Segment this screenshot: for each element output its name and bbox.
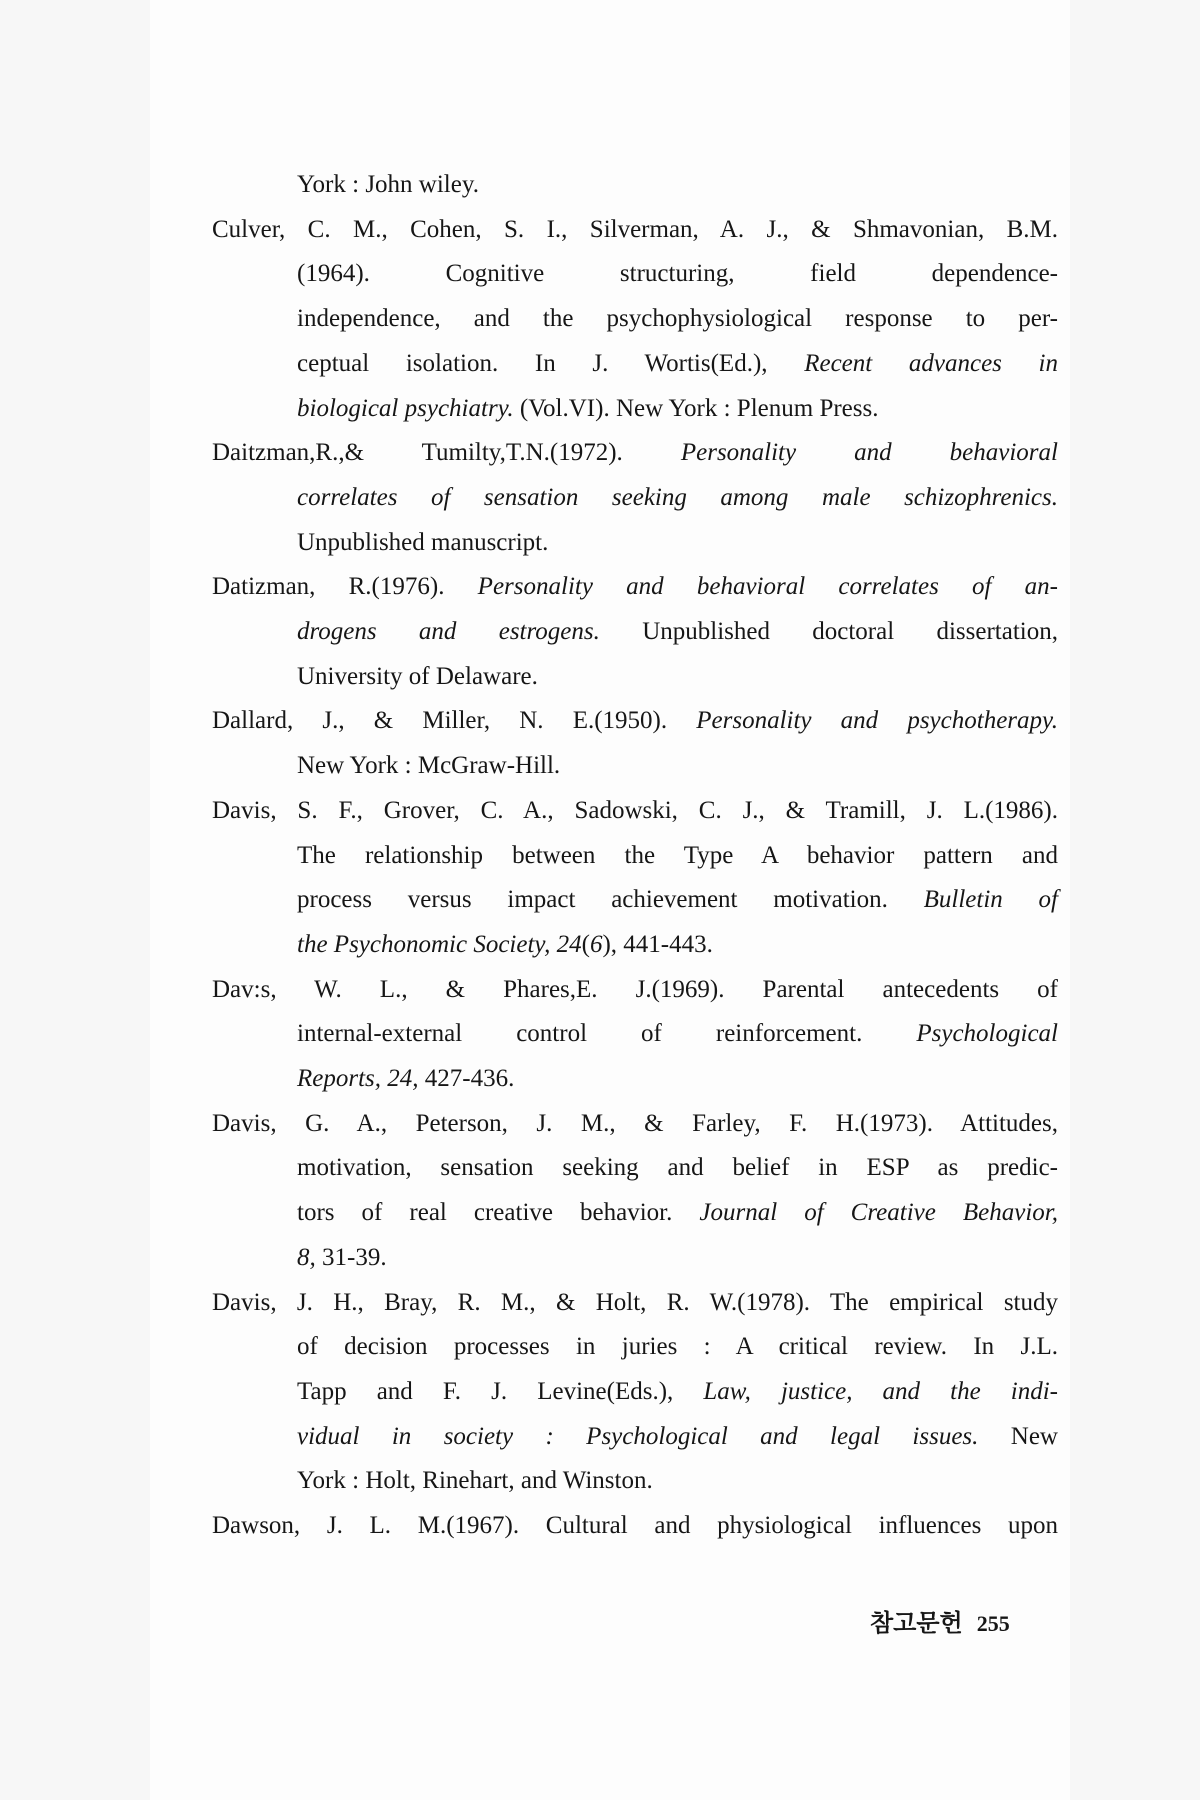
italic-text: Personality and behavioral <box>680 439 1058 467</box>
reference-entry-line <box>297 662 1058 692</box>
reference-entry-first-line <box>212 438 1058 468</box>
text: ), 441-443. <box>602 930 713 958</box>
reference-entry-first-line <box>212 975 1058 1005</box>
text: Davis, S. F., Grover, C. A., Sadowski, C. J., & Tramill, J. L.(1986). <box>212 796 1058 824</box>
italic-text: 8, <box>297 1243 316 1271</box>
text: ( <box>581 930 590 958</box>
reference-entry-line <box>297 617 1058 647</box>
reference-entry-line <box>297 304 1058 334</box>
page-footer <box>870 1603 1050 1638</box>
reference-entry-line <box>297 751 1058 781</box>
reference-entry-line <box>297 170 1058 200</box>
reference-entry-line <box>297 1466 1058 1496</box>
italic-text: Law, justice, and the indi- <box>703 1377 1058 1405</box>
reference-entry-line <box>297 1377 1058 1407</box>
text: New York : McGraw-Hill. <box>297 752 561 780</box>
text: Unpublished manuscript. <box>297 528 549 556</box>
reference-entry-line <box>297 1422 1058 1452</box>
reference-entry-line <box>297 841 1058 871</box>
text: 31-39. <box>315 1243 387 1271</box>
reference-entry-first-line <box>212 706 1058 736</box>
text: (1964). Cognitive structuring, field dependence- <box>297 260 1058 288</box>
text: Davis, G. A., Peterson, J. M., & Farley, F. H.(1973). Attitudes, <box>212 1109 1058 1137</box>
text: ceptual isolation. In J. Wortis(Ed.), <box>297 349 805 377</box>
page-number: 255 <box>976 1611 1010 1636</box>
text: (Vol.VI). New York : Plenum Press. <box>513 394 879 422</box>
text: The relationship between the Type A behavior pattern and <box>297 841 1058 869</box>
text: Davis, J. H., Bray, R. M., & Holt, R. W.(1978). The empirical study <box>212 1288 1058 1316</box>
reference-entry-line <box>297 1243 1058 1273</box>
text: motivation, sensation seeking and belief in ESP as predic- <box>297 1154 1058 1182</box>
italic-text: the Psychonomic Society, 24 <box>297 930 582 958</box>
text: University of Delaware. <box>297 662 538 690</box>
reference-entry-first-line <box>212 796 1058 826</box>
text: Tapp and F. J. Levine(Eds.), <box>297 1377 704 1405</box>
text: independence, and the psychophysiological response to per- <box>297 305 1058 333</box>
italic-text: Recent advances in <box>804 349 1059 377</box>
text: Unpublished doctoral dissertation, <box>599 618 1058 645</box>
text: Dawson, J. L. M.(1967). Cultural and physiological influences upon <box>212 1512 1058 1539</box>
reference-entry-line <box>297 1332 1058 1362</box>
reference-entry-first-line <box>212 215 1058 245</box>
reference-entry-line <box>297 259 1058 289</box>
reference-entry-line <box>297 483 1058 513</box>
italic-text: Reports, 24, <box>297 1065 419 1092</box>
reference-entry-line <box>297 1198 1058 1228</box>
italic-text: correlates of sensation seeking among male schizophrenics. <box>297 483 1058 511</box>
reference-entry-line <box>297 1153 1058 1183</box>
italic-text: vidual in society : Psychological and legal issues. <box>297 1422 979 1450</box>
section-title: 참고문헌 <box>870 1609 963 1637</box>
text: process versus impact achievement motivation. <box>297 886 924 914</box>
italic-text: biological psychiatry. <box>297 394 514 422</box>
italic-text: Journal of Creative Behavior, <box>699 1199 1058 1227</box>
reference-entry-first-line <box>212 1109 1058 1139</box>
text: Datizman, R.(1976). <box>212 573 478 601</box>
reference-entry-first-line <box>212 1511 1058 1541</box>
text: Dav:s, W. L., & Phares,E. J.(1969). Parental antecedents of <box>212 975 1058 1003</box>
text: York : John wiley. <box>297 171 479 198</box>
reference-entry-line <box>297 930 1058 960</box>
text: New <box>978 1422 1058 1450</box>
reference-entry-line <box>297 349 1058 379</box>
italic-text: drogens and estrogens. <box>297 618 600 645</box>
reference-entry-first-line <box>212 572 1058 602</box>
italic-text: Personality and behavioral correlates of an- <box>477 573 1058 601</box>
reference-entry-first-line <box>212 1288 1058 1318</box>
reference-entry-line <box>297 885 1058 915</box>
text: Dallard, J., & Miller, N. E.(1950). <box>212 707 697 735</box>
reference-entry-line <box>297 528 1058 558</box>
italic-text: Bulletin of <box>923 886 1058 914</box>
reference-entry-line <box>297 1064 1058 1094</box>
italic-text: Psychological <box>916 1020 1058 1048</box>
text: internal-external control of reinforcement. <box>297 1020 917 1048</box>
reference-entry-line <box>297 394 1058 424</box>
reference-entry-line <box>297 1019 1058 1049</box>
text: 427-436. <box>418 1065 515 1092</box>
text: tors of real creative behavior. <box>297 1199 700 1227</box>
italic-text: Personality and psychotherapy. <box>696 707 1058 735</box>
text: Culver, C. M., Cohen, S. I., Silverman, A. J., & Shmavonian, B.M. <box>212 215 1058 243</box>
italic-text: 6 <box>589 930 603 958</box>
text: Daitzman,R.,& Tumilty,T.N.(1972). <box>212 439 681 467</box>
text: of decision processes in juries : A critical review. In J.L. <box>297 1333 1058 1361</box>
text: York : Holt, Rinehart, and Winston. <box>297 1467 653 1495</box>
